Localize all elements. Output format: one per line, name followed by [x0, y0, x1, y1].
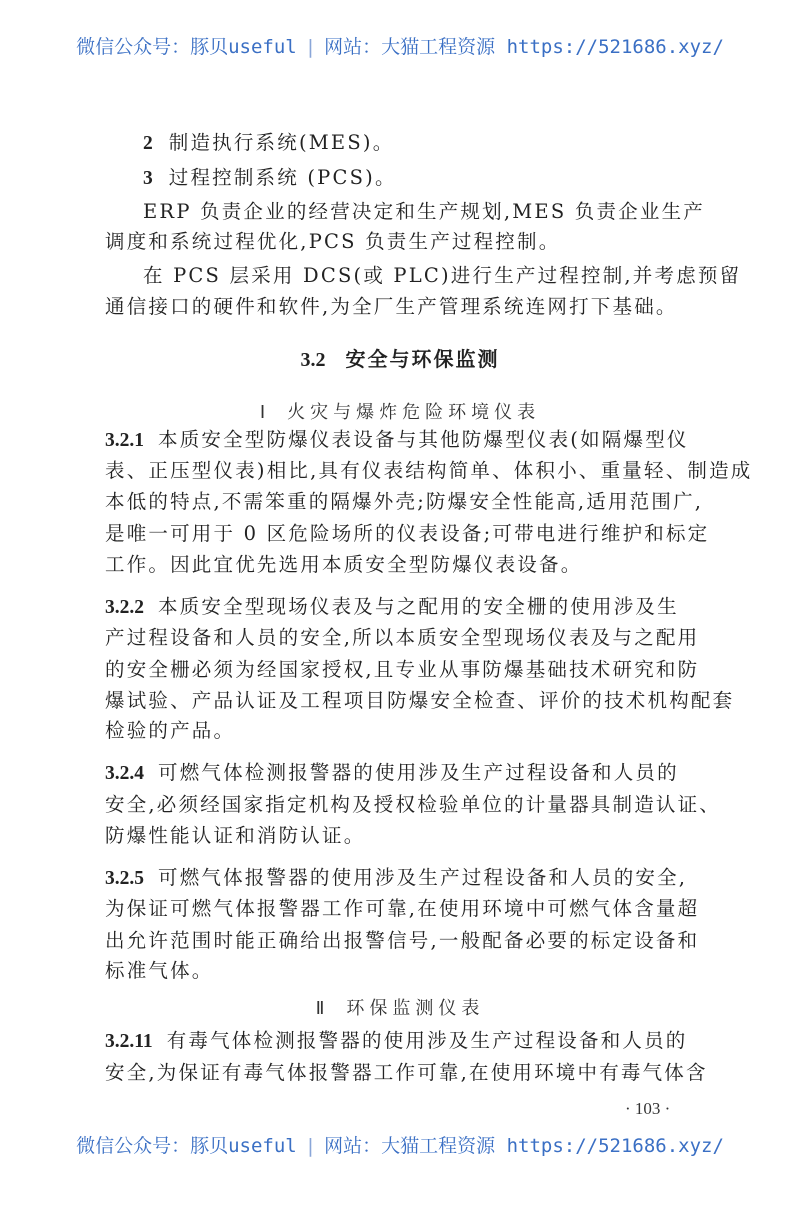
- paragraph-line: 工作。因此宜优先选用本质安全型防爆仪表设备。: [105, 553, 583, 576]
- clause-3-2-4: [105, 761, 720, 786]
- paragraph-line: 表、正压型仪表)相比,具有仪表结构简单、体积小、重量轻、制造成: [105, 459, 753, 482]
- section-title: 安全与环保监测: [345, 347, 500, 371]
- clause-number: 3.2.5: [105, 868, 144, 889]
- section-heading: [0, 343, 800, 372]
- paragraph-line: 在 PCS 层采用 DCS(或 PLC)进行生产过程控制,并考虑预留: [143, 264, 742, 287]
- subsection-heading-2: [0, 994, 800, 1020]
- list-text: 过程控制系统 (PCS)。: [168, 166, 397, 189]
- clause-3-2-1: [105, 428, 720, 453]
- watermark-website: 网站：大猫工程资源 https://521686.xyz/: [324, 36, 724, 58]
- paragraph-line: 检验的产品。: [105, 719, 236, 742]
- roman-numeral: Ⅰ: [259, 402, 266, 422]
- page-number: · 103 ·: [625, 1099, 671, 1118]
- watermark-wechat: 微信公众号：豚贝useful: [76, 1135, 297, 1157]
- clause-number: 3.2.4: [105, 763, 144, 784]
- paragraph-line: 安全,为保证有毒气体报警器工作可靠,在使用环境中有毒气体含: [105, 1061, 708, 1084]
- paragraph-line: 防爆性能认证和消防认证。: [105, 824, 366, 847]
- paragraph-line: 本低的特点,不需笨重的隔爆外壳;防爆安全性能高,适用范围广,: [105, 490, 704, 513]
- paragraph-line: 调度和系统过程优化,PCS 负责生产过程控制。: [105, 230, 561, 253]
- list-item-mes: [143, 131, 720, 156]
- roman-numeral: Ⅱ: [315, 998, 325, 1018]
- paragraph-line: 产过程设备和人员的安全,所以本质安全型现场仪表及与之配用: [105, 626, 700, 649]
- subsection-heading-1: [0, 398, 800, 424]
- section-number: 3.2: [300, 349, 326, 371]
- paragraph-line: 出允许范围时能正确给出报警信号,一般配备必要的标定设备和: [105, 929, 700, 952]
- watermark-bottom: [0, 1131, 800, 1158]
- subsection-title: 火灾与爆炸危险环境仪表: [287, 402, 541, 423]
- watermark-top: [0, 32, 800, 59]
- clause-text: 本质安全型防爆仪表设备与其他防爆型仪表(如隔爆型仪: [158, 428, 689, 451]
- clause-text: 有毒气体检测报警器的使用涉及生产过程设备和人员的: [166, 1029, 688, 1052]
- paragraph-line: 为保证可燃气体报警器工作可靠,在使用环境中可燃气体含量超: [105, 897, 700, 920]
- subsection-title: 环保监测仪表: [346, 998, 485, 1019]
- watermark-separator: |: [304, 36, 317, 58]
- clause-number: 3.2.2: [105, 597, 144, 618]
- paragraph-line: 是唯一可用于 0 区危险场所的仪表设备;可带电进行维护和标定: [105, 522, 710, 545]
- clause-3-2-5: [105, 866, 720, 891]
- clause-text: 本质安全型现场仪表及与之配用的安全栅的使用涉及生: [158, 595, 679, 618]
- clause-3-2-11: [105, 1029, 720, 1054]
- watermark-website: 网站：大猫工程资源 https://521686.xyz/: [324, 1135, 724, 1157]
- clause-number: 3.2.11: [105, 1031, 153, 1052]
- list-number: 3: [143, 168, 153, 189]
- paragraph-line: 爆试验、产品认证及工程项目防爆安全检查、评价的技术机构配套: [105, 689, 735, 712]
- clause-number: 3.2.1: [105, 430, 144, 451]
- list-item-pcs: [143, 166, 720, 191]
- watermark-separator: |: [304, 1135, 317, 1157]
- watermark-wechat: 微信公众号：豚贝useful: [76, 36, 297, 58]
- paragraph-line: 标准气体。: [105, 959, 214, 982]
- paragraph-line: 安全,必须经国家指定机构及授权检验单位的计量器具制造认证、: [105, 793, 721, 816]
- list-number: 2: [143, 133, 153, 154]
- paragraph-line: 的安全栅必须为经国家授权,且专业从事防爆基础技术研究和防: [105, 658, 700, 681]
- clause-text: 可燃气体报警器的使用涉及生产过程设备和人员的安全,: [158, 866, 688, 889]
- paragraph-line: ERP 负责企业的经营决定和生产规划,MES 负责企业生产: [143, 200, 705, 223]
- clause-text: 可燃气体检测报警器的使用涉及生产过程设备和人员的: [158, 761, 679, 784]
- paragraph-line: 通信接口的硬件和软件,为全厂生产管理系统连网打下基础。: [105, 295, 678, 318]
- list-text: 制造执行系统(MES)。: [168, 131, 395, 154]
- clause-3-2-2: [105, 595, 720, 620]
